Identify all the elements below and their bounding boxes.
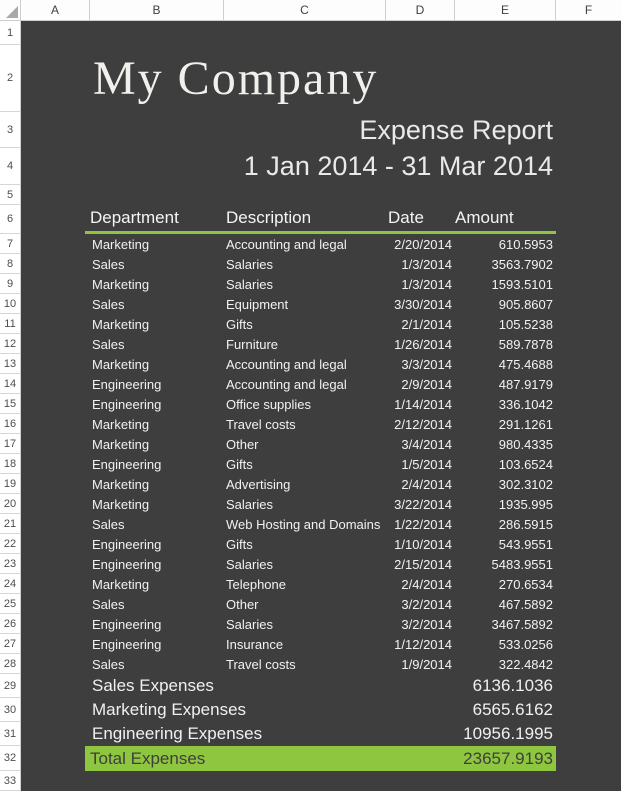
cell-description[interactable]: Furniture: [226, 336, 279, 352]
table-row[interactable]: [85, 494, 556, 514]
cell-description[interactable]: Gifts: [226, 536, 253, 552]
table-row[interactable]: [85, 654, 556, 674]
row-number-32[interactable]: 32: [0, 746, 21, 771]
cell-date[interactable]: 1/10/2014: [394, 536, 452, 552]
table-row[interactable]: [85, 374, 556, 394]
row-number-8[interactable]: 8: [0, 254, 21, 274]
table-row[interactable]: [85, 574, 556, 594]
cell-date[interactable]: 3/30/2014: [394, 296, 452, 312]
date-range-cell[interactable]: 1 Jan 2014 - 31 Mar 2014: [243, 151, 553, 181]
table-row[interactable]: [85, 234, 556, 254]
cell-department[interactable]: Sales: [92, 656, 125, 672]
cell-amount[interactable]: 543.9551: [498, 536, 553, 552]
header-date[interactable]: Date: [388, 208, 424, 227]
cell-department[interactable]: Marketing: [92, 276, 150, 292]
cell-date[interactable]: 1/14/2014: [394, 396, 452, 412]
table-row[interactable]: [85, 454, 556, 474]
cell-description[interactable]: Gifts: [226, 316, 253, 332]
row-number-30[interactable]: 30: [0, 698, 21, 722]
cell-department[interactable]: Sales: [92, 296, 125, 312]
header-department[interactable]: Department: [90, 208, 179, 227]
cell-date[interactable]: 1/5/2014: [401, 456, 452, 472]
cell-department[interactable]: Sales: [92, 256, 125, 272]
cell-amount[interactable]: 589.7878: [498, 336, 553, 352]
total-row[interactable]: [85, 746, 556, 771]
row-number-14[interactable]: 14: [0, 374, 21, 394]
row-number-4[interactable]: 4: [0, 148, 21, 185]
row-number-9[interactable]: 9: [0, 274, 21, 294]
cell-department[interactable]: Engineering: [92, 536, 162, 552]
cell-amount[interactable]: 322.4842: [498, 656, 553, 672]
cell-department[interactable]: Sales: [92, 336, 125, 352]
table-row[interactable]: [85, 314, 556, 334]
cell-date[interactable]: 1/12/2014: [394, 636, 452, 652]
cell-amount[interactable]: 905.8607: [498, 296, 553, 312]
row-number-3[interactable]: 3: [0, 112, 21, 148]
cell-description[interactable]: Other: [226, 596, 259, 612]
row-number-31[interactable]: 31: [0, 722, 21, 746]
row-number-25[interactable]: 25: [0, 594, 21, 614]
column-header-F[interactable]: F: [556, 0, 621, 21]
row-number-10[interactable]: 10: [0, 294, 21, 314]
cell-description[interactable]: Salaries: [226, 556, 273, 572]
row-number-27[interactable]: 27: [0, 634, 21, 654]
cell-amount[interactable]: 1935.995: [498, 496, 553, 512]
row-number-11[interactable]: 11: [0, 314, 21, 334]
cell-amount[interactable]: 3467.5892: [491, 616, 553, 632]
column-header-D[interactable]: D: [386, 0, 455, 21]
cell-description[interactable]: Insurance: [226, 636, 284, 652]
empty-row-1: [21, 21, 621, 45]
row-number-16[interactable]: 16: [0, 414, 21, 434]
report-title-cell[interactable]: Expense Report: [359, 115, 553, 145]
row-number-33[interactable]: 33: [0, 771, 21, 791]
select-all-corner[interactable]: [0, 0, 21, 21]
cell-department[interactable]: Engineering: [92, 636, 162, 652]
cell-date[interactable]: 1/9/2014: [401, 656, 452, 672]
column-header-row: [0, 0, 621, 21]
header-description[interactable]: Description: [226, 208, 312, 227]
cell-description[interactable]: Accounting and legal: [226, 236, 347, 252]
cell-department[interactable]: Marketing: [92, 236, 150, 252]
sheet-body: [0, 21, 621, 791]
cell-department[interactable]: Engineering: [92, 556, 162, 572]
sheet-content: [21, 21, 621, 791]
select-all-triangle-icon: [6, 6, 18, 18]
company-title-cell[interactable]: My Company: [93, 52, 379, 105]
table-row[interactable]: [85, 294, 556, 314]
cell-amount[interactable]: 475.4688: [498, 356, 553, 372]
cell-department[interactable]: Marketing: [92, 356, 150, 372]
summary-row[interactable]: [85, 722, 556, 746]
total-value: 23657.9193: [463, 748, 553, 768]
cell-department[interactable]: Engineering: [92, 456, 162, 472]
cell-amount[interactable]: 1593.5101: [491, 276, 553, 292]
cell-description[interactable]: Other: [226, 436, 259, 452]
cell-date[interactable]: 2/15/2014: [394, 556, 452, 572]
cell-description[interactable]: Accounting and legal: [226, 356, 347, 372]
cell-description[interactable]: Travel costs: [226, 416, 296, 432]
empty-row-5: [21, 185, 621, 205]
summary-rows: [85, 674, 556, 746]
cell-date[interactable]: 2/4/2014: [401, 576, 452, 592]
row-number-gutter: [0, 21, 21, 791]
table-row[interactable]: [85, 514, 556, 534]
cell-date[interactable]: 3/22/2014: [394, 496, 452, 512]
table-header-row: [85, 205, 556, 234]
cell-amount[interactable]: 103.6524: [498, 456, 553, 472]
table-row[interactable]: [85, 274, 556, 294]
cell-date[interactable]: 3/3/2014: [401, 356, 452, 372]
cell-amount[interactable]: 291.1261: [498, 416, 553, 432]
cell-description[interactable]: Salaries: [226, 616, 273, 632]
table-row[interactable]: [85, 334, 556, 354]
cell-description[interactable]: Gifts: [226, 456, 253, 472]
header-amount[interactable]: Amount: [455, 208, 514, 227]
cell-amount[interactable]: 980.4335: [498, 436, 553, 452]
cell-description[interactable]: Web Hosting and Domains: [226, 516, 381, 532]
row-number-5[interactable]: 5: [0, 185, 21, 205]
cell-department[interactable]: Marketing: [92, 496, 150, 512]
row-number-22[interactable]: 22: [0, 534, 21, 554]
cell-amount[interactable]: 487.9179: [498, 376, 553, 392]
summary-value: 6565.6162: [472, 700, 553, 719]
column-header-A[interactable]: A: [21, 0, 90, 21]
cell-date[interactable]: 1/26/2014: [394, 336, 452, 352]
total-label: Total Expenses: [90, 748, 206, 768]
summary-row[interactable]: [85, 674, 556, 698]
cell-amount[interactable]: 270.6534: [498, 576, 553, 592]
row-number-23[interactable]: 23: [0, 554, 21, 574]
cell-amount[interactable]: 336.1042: [498, 396, 553, 412]
cell-date[interactable]: 1/22/2014: [394, 516, 452, 532]
cell-date[interactable]: 2/12/2014: [394, 416, 452, 432]
table-row[interactable]: [85, 434, 556, 454]
empty-row-33: [21, 771, 621, 791]
cell-department[interactable]: Engineering: [92, 616, 162, 632]
summary-label: Marketing Expenses: [92, 700, 247, 719]
cell-amount[interactable]: 533.0256: [498, 636, 553, 652]
cell-amount[interactable]: 610.5953: [498, 236, 553, 252]
summary-label: Sales Expenses: [92, 676, 214, 695]
summary-value: 10956.1995: [463, 724, 553, 743]
table-row[interactable]: [85, 354, 556, 374]
summary-label: Engineering Expenses: [92, 724, 263, 743]
column-header-C[interactable]: C: [224, 0, 386, 21]
column-header-E[interactable]: E: [455, 0, 556, 21]
cell-department[interactable]: Marketing: [92, 576, 150, 592]
cell-department[interactable]: Engineering: [92, 396, 162, 412]
cell-description[interactable]: Salaries: [226, 496, 273, 512]
cell-department[interactable]: Marketing: [92, 436, 150, 452]
table-row[interactable]: [85, 614, 556, 634]
row-number-2[interactable]: 2: [0, 45, 21, 112]
row-number-21[interactable]: 21: [0, 514, 21, 534]
table-row[interactable]: [85, 474, 556, 494]
row-number-13[interactable]: 13: [0, 354, 21, 374]
row-number-7[interactable]: 7: [0, 234, 21, 254]
cell-description[interactable]: Equipment: [226, 296, 289, 312]
cell-department[interactable]: Marketing: [92, 416, 150, 432]
table-row[interactable]: [85, 634, 556, 654]
cell-description[interactable]: Telephone: [226, 576, 286, 592]
cell-amount[interactable]: 5483.9551: [491, 556, 553, 572]
summary-row[interactable]: [85, 698, 556, 722]
row-number-17[interactable]: 17: [0, 434, 21, 454]
table-row[interactable]: [85, 414, 556, 434]
expense-table: [85, 205, 556, 771]
table-row[interactable]: [85, 394, 556, 414]
cell-amount[interactable]: 302.3102: [498, 476, 553, 492]
cell-date[interactable]: 2/20/2014: [394, 236, 452, 252]
cell-description[interactable]: Travel costs: [226, 656, 296, 672]
cell-description[interactable]: Office supplies: [226, 396, 312, 412]
cell-department[interactable]: Marketing: [92, 316, 150, 332]
cell-department[interactable]: Engineering: [92, 376, 162, 392]
row-number-20[interactable]: 20: [0, 494, 21, 514]
cell-description[interactable]: Accounting and legal: [226, 376, 347, 392]
row-number-6[interactable]: 6: [0, 205, 21, 234]
cell-date[interactable]: 1/3/2014: [401, 276, 452, 292]
cell-amount[interactable]: 286.5915: [498, 516, 553, 532]
cell-date[interactable]: 3/4/2014: [401, 436, 452, 452]
cell-amount[interactable]: 105.5238: [498, 316, 553, 332]
cell-amount[interactable]: 3563.7902: [491, 256, 553, 272]
cell-department[interactable]: Sales: [92, 516, 125, 532]
row-number-29[interactable]: 29: [0, 674, 21, 698]
row-number-26[interactable]: 26: [0, 614, 21, 634]
cell-date[interactable]: 3/2/2014: [401, 616, 452, 632]
cell-date[interactable]: 1/3/2014: [401, 256, 452, 272]
cell-amount[interactable]: 467.5892: [498, 596, 553, 612]
table-row[interactable]: [85, 534, 556, 554]
cell-date[interactable]: 2/4/2014: [401, 476, 452, 492]
table-row[interactable]: [85, 554, 556, 574]
cell-department[interactable]: Sales: [92, 596, 125, 612]
cell-description[interactable]: Salaries: [226, 276, 273, 292]
cell-description[interactable]: Salaries: [226, 256, 273, 272]
cell-date[interactable]: 2/1/2014: [401, 316, 452, 332]
column-header-B[interactable]: B: [90, 0, 224, 21]
row-number-24[interactable]: 24: [0, 574, 21, 594]
cell-date[interactable]: 3/2/2014: [401, 596, 452, 612]
cell-description[interactable]: Advertising: [226, 476, 291, 492]
row-number-28[interactable]: 28: [0, 654, 21, 674]
row-number-19[interactable]: 19: [0, 474, 21, 494]
row-number-1[interactable]: 1: [0, 21, 21, 45]
table-row[interactable]: [85, 254, 556, 274]
row-number-15[interactable]: 15: [0, 394, 21, 414]
table-row[interactable]: [85, 594, 556, 614]
cell-department[interactable]: Marketing: [92, 476, 150, 492]
summary-value: 6136.1036: [472, 676, 553, 695]
expense-rows: [85, 234, 556, 674]
row-number-18[interactable]: 18: [0, 454, 21, 474]
row-number-12[interactable]: 12: [0, 334, 21, 354]
cell-date[interactable]: 2/9/2014: [401, 376, 452, 392]
